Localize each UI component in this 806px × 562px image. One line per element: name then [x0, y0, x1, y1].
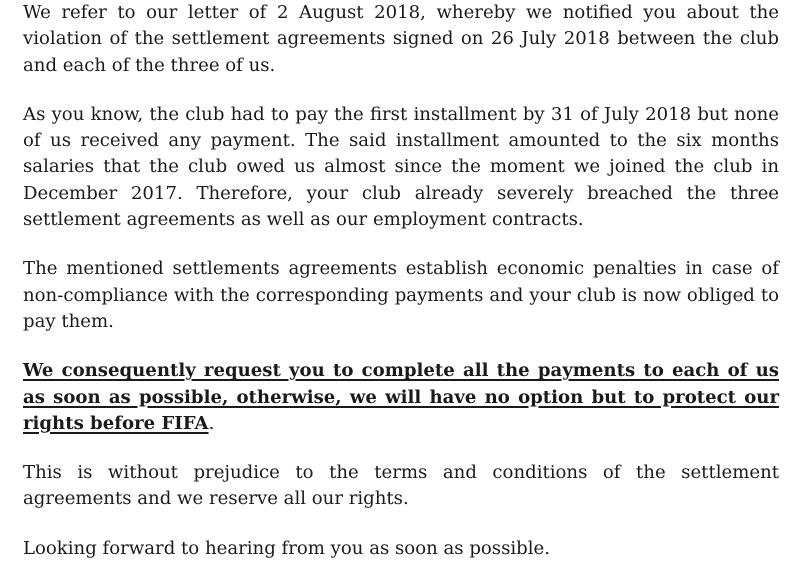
paragraph-spacer: [23, 79, 779, 102]
payment-request-period: .: [208, 412, 215, 434]
paragraph-first-installment: As you know, the club had to pay the first installment by 31 of July 2018 but none of us received any payment. The said installment amounted to the six months salaries that the club owed us almost since the moment we joined the club in December 2017. Therefore, your club already severely breached the three settlement agreements as well as our employment contracts.: [23, 103, 779, 231]
paragraph-spacer: [23, 513, 779, 536]
letter-body: [23, 0, 779, 562]
paragraph-spacer: [23, 233, 779, 256]
paragraph-spacer: [23, 335, 779, 358]
paragraph-reference-letter: We refer to our letter of 2 August 2018, whereby we notified you about the violation of the settlement agreements signed on 26 July 2018 between the club and each of the three of us.: [23, 2, 779, 76]
paragraph-penalties: The mentioned settlements agreements establish economic penalties in case of non-compliance with the corresponding payments and your club is now obliged to pay them.: [23, 258, 779, 332]
paragraph-spacer: [23, 437, 779, 460]
paragraph-closing: Looking forward to hearing from you as soon as possible.: [23, 537, 550, 559]
payment-request-emphasis: We consequently request you to complete all the payments to each of us as soon as possible, otherwise, we will have no option but to protect our rights before FIFA: [23, 360, 779, 434]
paragraph-without-prejudice: This is without prejudice to the terms and conditions of the settlement agreements and we reserve all our rights.: [23, 462, 779, 510]
paragraph-payment-request: [23, 358, 779, 437]
